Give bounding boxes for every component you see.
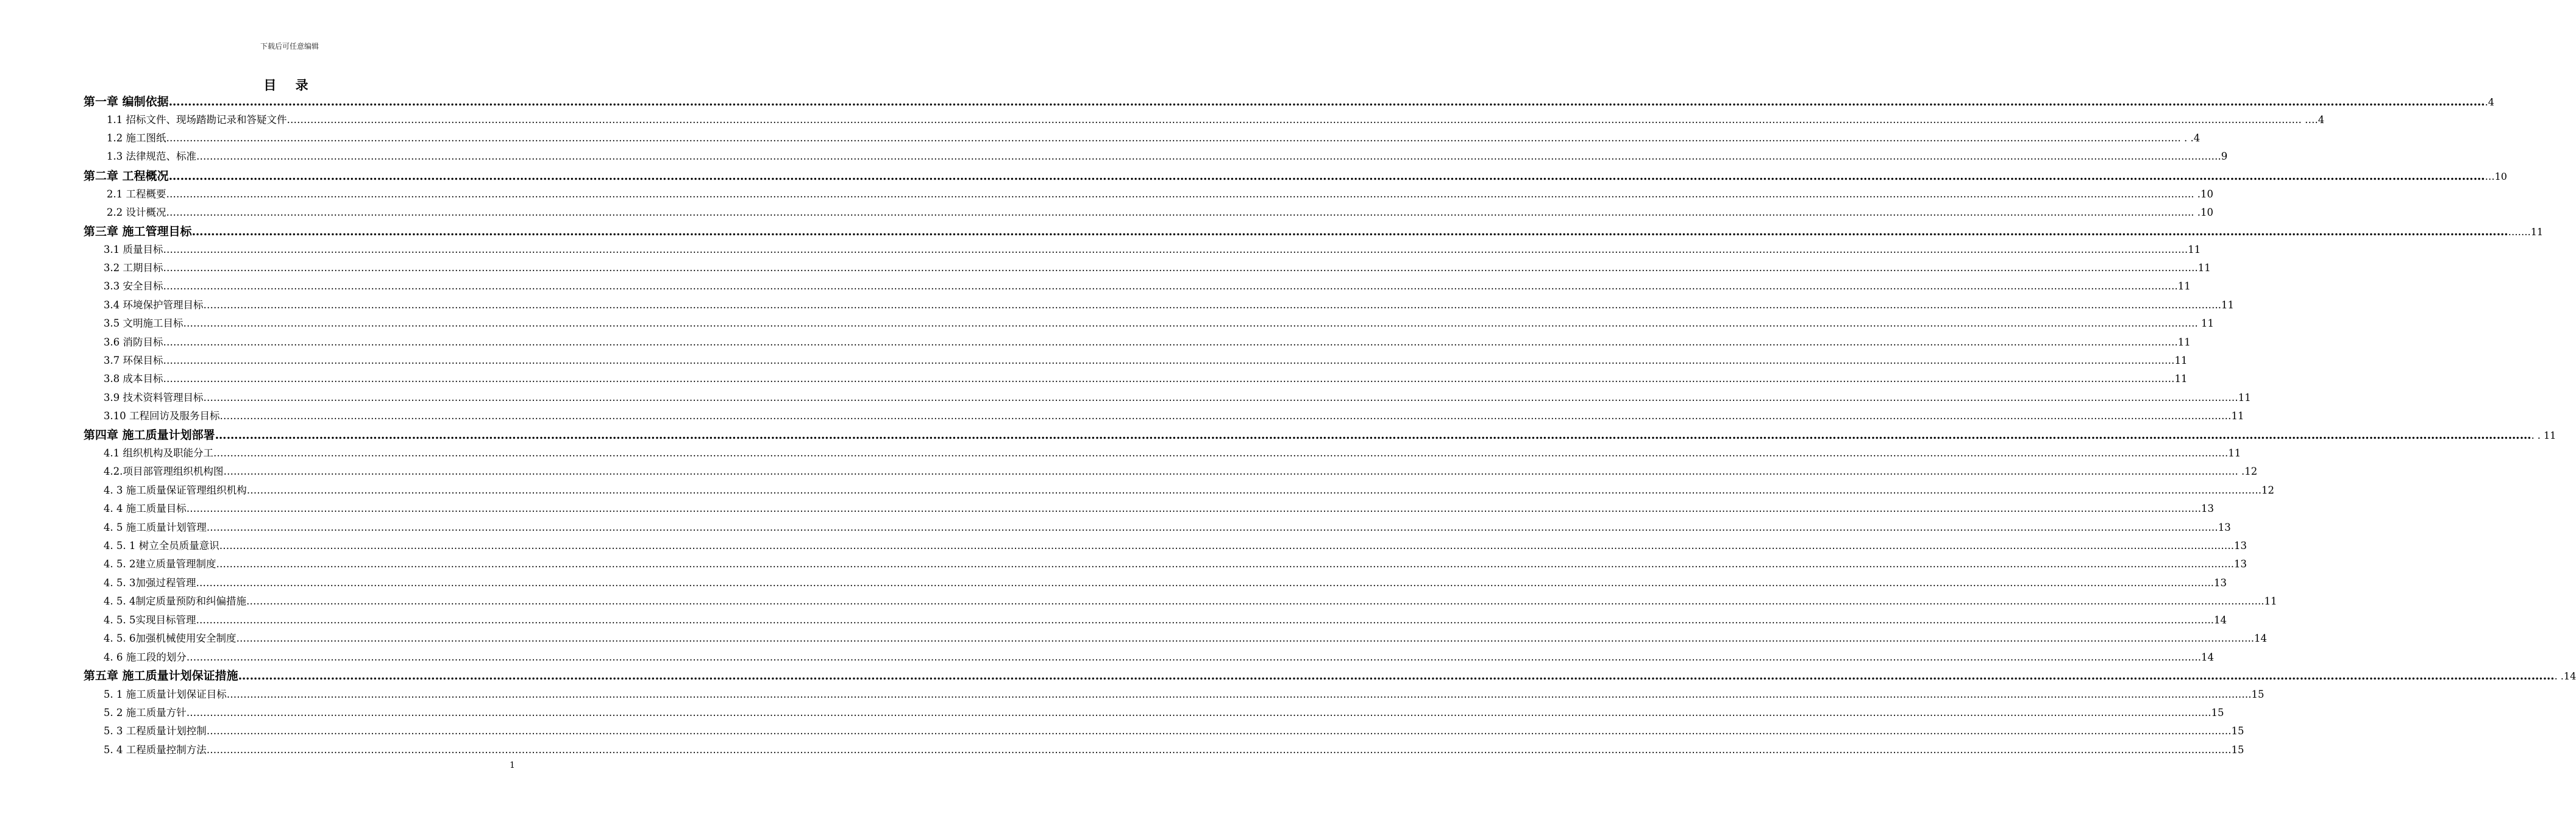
toc-entry-text: 5. 4 工程质量控制方法 — [104, 744, 207, 756]
toc-section-row — [104, 445, 2241, 462]
toc-section-row — [104, 593, 2277, 610]
dot-leader: …………………………………………………………………………………………………………………………………………………………………………………………………………………………………………………………………………………………………………………………………………………………………………………………………………………………………………………………………………………………………………………………………………………… — [183, 317, 2195, 329]
dot-leader: …………………………………………………………………………………………………………………………………………………………………………………………………………………………………………………………………………………………………………………………………………………………………………………………………………………………………………………………………………………………………………………………………………………… — [163, 280, 2175, 292]
toc-section-row — [104, 537, 2247, 555]
toc-entry-text: 2.2 设计概况 — [107, 207, 166, 218]
toc-page-number: . .12 — [2235, 466, 2258, 477]
toc-entry-text: 1.2 施工图纸 — [107, 132, 166, 144]
dot-leader: …………………………………………………………………………………………………………………………………………………………………………………………………………………………………………………………………………………………………………………………………………………………………………………………………………………………………………………………………………………………………………………………………………………… — [226, 392, 2238, 403]
toc-section-row — [104, 463, 2258, 480]
dot-leader: …………………………………………………………………………………………………………………………………………………………………………………………………………………………………………………………………………………………………………………………………………………………………………………………………………………………………………………………………………………………………………………………………………………… — [163, 373, 2175, 385]
dot-leader: …………………………………………………………………………………………………………………………………………………………………………………………………………………………………………………………………………………………………………………………………………………………………………………………………………………………………………………………………………………………………………………………………………………… — [215, 428, 2532, 442]
dot-leader: …………………………………………………………………………………………………………………………………………………………………………………………………………………………………………………………………………………………………………………………………………………………………………………………………………………………………………………………………………………………………………………………………………………… — [246, 484, 2258, 496]
dot-leader: …………………………………………………………………………………………………………………………………………………………………………………………………………………………………………………………………………………………………………………………………………………………………………………………………………………………………………………………………………………………………………………………………………………… — [238, 669, 2555, 682]
toc-page-number: ..14 — [2207, 614, 2227, 626]
dot-leader: …………………………………………………………………………………………………………………………………………………………………………………………………………………………………………………………………………………………………………………………………………………………………………………………………………………………………………………………………………………………………………………………………………………… — [226, 689, 2238, 700]
toc-entry-text: 1.3 法律规范、标准 — [107, 151, 196, 162]
toc-section-row — [104, 723, 2244, 740]
toc-entry-text: 3.7 环保目标 — [104, 355, 163, 366]
toc-page-number: 11 — [2238, 392, 2251, 403]
toc-page-number: …10 — [2485, 171, 2507, 182]
dot-leader: …………………………………………………………………………………………………………………………………………………………………………………………………………………………………………………………………………………………………………………………………………………………………………………………………………………………………………………………………………………………………………………………………………………… — [191, 225, 2508, 238]
toc-entry-text: 4. 4 施工质量目标 — [104, 503, 187, 514]
toc-section-row — [104, 278, 2191, 295]
dot-leader: …………………………………………………………………………………………………………………………………………………………………………………………………………………………………………………………………………………………………………………………………………………………………………………………………………………………………………………………………………………………………………………………………………………… — [246, 595, 2258, 607]
toc-page-number: .4 — [2485, 96, 2494, 108]
toc-section-row — [107, 112, 2325, 129]
toc-entry-text: 3.3 安全目标 — [104, 280, 163, 292]
dot-leader: …………………………………………………………………………………………………………………………………………………………………………………………………………………………………………………………………………………………………………………………………………………………………………………………………………………………………………………………………………………………………………………………………………………… — [168, 95, 2485, 108]
toc-page-number: .13 — [2197, 503, 2214, 514]
toc-entry-text: 4. 5. 1 树立全员质量意识 — [104, 540, 219, 551]
toc-page-number: . . .4 — [2177, 132, 2201, 144]
toc-entry-text: 4. 3 施工质量保证管理组织机构 — [104, 484, 247, 496]
dot-leader: …………………………………………………………………………………………………………………………………………………………………………………………………………………………………………………………………………………………………………………………………………………………………………………………………………………………………………………………………………………………………………………………………………………… — [196, 151, 2208, 162]
toc-entry-text: 4. 5. 3加强过程管理 — [104, 577, 196, 589]
dot-leader: …………………………………………………………………………………………………………………………………………………………………………………………………………………………………………………………………………………………………………………………………………………………………………………………………………………………………………………………………………………………………………………………………………………… — [168, 169, 2485, 183]
toc-entry-text: 1.1 招标文件、现场踏勘记录和答疑文件 — [107, 114, 287, 126]
toc-page-number: …….11 — [2174, 262, 2211, 274]
toc-page-number: ..11 — [2215, 299, 2234, 311]
toc-section-row — [104, 742, 2244, 759]
toc-entry-text: 4. 5. 4制定质量预防和纠偏措施 — [104, 595, 246, 607]
dot-leader: …………………………………………………………………………………………………………………………………………………………………………………………………………………………………………………………………………………………………………………………………………………………………………………………………………………………………………………………………………………………………………………………………………………… — [206, 744, 2218, 756]
dot-leader: …………………………………………………………………………………………………………………………………………………………………………………………………………………………………………………………………………………………………………………………………………………………………………………………………………………………………………………………………………………………………………………………………………………… — [163, 355, 2175, 366]
toc-section-row — [104, 408, 2244, 425]
toc-entry-text: 4.2.项目部管理组织机构图 — [104, 466, 224, 477]
page-number: 1 — [510, 760, 515, 770]
toc-chapter-row — [84, 93, 2494, 110]
toc-entry-text: 3.10 工程回访及服务目标 — [104, 410, 220, 422]
toc-section-row — [107, 130, 2201, 147]
toc-page-number: ….. .10 — [2177, 207, 2213, 218]
toc-chapter-row — [84, 667, 2576, 684]
toc-page-number: ….9 — [2208, 151, 2228, 162]
toc-section-row — [104, 649, 2214, 666]
toc-page-number: .11 — [2225, 447, 2241, 459]
toc-entry-text: 4. 5 施工质量计划管理 — [104, 522, 207, 533]
toc-page-number: ….. .10 — [2177, 188, 2213, 200]
dot-leader: …………………………………………………………………………………………………………………………………………………………………………………………………………………………………………………………………………………………………………………………………………………………………………………………………………………………………………………………………………………………………………………………………………………… — [216, 558, 2228, 570]
toc-section-row — [104, 612, 2227, 629]
toc-entry-text: 4. 6 施工段的划分 — [104, 651, 187, 663]
toc-page-number: 11 — [2174, 355, 2188, 366]
toc-entry-text: 2.1 工程概要 — [107, 188, 166, 200]
toc-page-number: ….15 — [2218, 725, 2244, 737]
toc-page-number: ….15 — [2218, 744, 2244, 756]
toc-entry-text: 5. 2 施工质量方针 — [104, 707, 187, 718]
dot-leader: …………………………………………………………………………………………………………………………………………………………………………………………………………………………………………………………………………………………………………………………………………………………………………………………………………………………………………………………………………………………………………………………………………………… — [286, 114, 2299, 126]
dot-leader: …………………………………………………………………………………………………………………………………………………………………………………………………………………………………………………………………………………………………………………………………………………………………………………………………………………………………………………………………………………………………………………………………………………… — [186, 503, 2198, 514]
toc-entry-text: 第三章 施工管理目标 — [84, 225, 192, 238]
dot-leader: …………………………………………………………………………………………………………………………………………………………………………………………………………………………………………………………………………………………………………………………………………………………………………………………………………………………………………………………………………………………………………………………………………………… — [163, 262, 2175, 274]
toc-section-row — [104, 482, 2274, 499]
toc-chapter-row — [84, 168, 2507, 185]
toc-entry-text: 4.1 组织机构及职能分工 — [104, 447, 213, 459]
toc-entry-text: 4. 5. 2建立质量管理制度 — [104, 558, 216, 570]
toc-section-row — [107, 204, 2213, 221]
dot-leader: …………………………………………………………………………………………………………………………………………………………………………………………………………………………………………………………………………………………………………………………………………………………………………………………………………………………………………………………………………………………………………………………………………………… — [206, 522, 2218, 533]
toc-page-number: . ….4 — [2298, 114, 2325, 126]
toc-section-row — [104, 519, 2231, 536]
dot-leader: …………………………………………………………………………………………………………………………………………………………………………………………………………………………………………………………………………………………………………………………………………………………………………………………………………………………………………………………………………………………………………………………………………………… — [186, 651, 2198, 663]
toc-section-row — [104, 575, 2227, 592]
dot-leader: …………………………………………………………………………………………………………………………………………………………………………………………………………………………………………………………………………………………………………………………………………………………………………………………………………………………………………………………………………………………………………………………………………………… — [163, 244, 2175, 255]
toc-section-row — [104, 370, 2188, 388]
toc-entry-text: 5. 3 工程质量计划控制 — [104, 725, 207, 737]
toc-page-number: ….15 — [2238, 689, 2265, 700]
dot-leader: …………………………………………………………………………………………………………………………………………………………………………………………………………………………………………………………………………………………………………………………………………………………………………………………………………………………………………………………………………………………………………………………………………………… — [213, 447, 2225, 459]
toc-entry-text: 4. 5. 5实现目标管理 — [104, 614, 196, 626]
dot-leader: …………………………………………………………………………………………………………………………………………………………………………………………………………………………………………………………………………………………………………………………………………………………………………………………………………………………………………………………………………………………………………………………………………………… — [166, 132, 2178, 144]
toc-page-number: . . 11 — [2531, 430, 2556, 441]
toc-entry-text: 第四章 施工质量计划部署 — [84, 428, 215, 442]
dot-leader: …………………………………………………………………………………………………………………………………………………………………………………………………………………………………………………………………………………………………………………………………………………………………………………………………………………………………………………………………………………………………………………………………………………… — [186, 707, 2198, 718]
toc-page-number: ..13 — [2227, 558, 2247, 570]
toc-section-row — [104, 260, 2211, 277]
toc-entry-text: 3.9 技术资料管理目标……. — [104, 392, 227, 403]
toc-section-row — [104, 630, 2267, 647]
toc-section-row — [104, 352, 2188, 369]
toc-page-number: ..11 — [2257, 595, 2277, 607]
header-note: 下载后可任意编辑 — [260, 42, 319, 51]
toc-page-number: 11 — [2231, 410, 2244, 422]
toc-section-row — [104, 241, 2201, 258]
toc-entry-text: 第五章 施工质量计划保证措施 — [84, 669, 238, 682]
toc-page-number: …….11 — [2508, 226, 2544, 238]
toc-page-number: ..13 — [2207, 577, 2227, 589]
toc-page-number: .11 — [2174, 336, 2191, 348]
toc-page-number: .13 — [2230, 540, 2247, 551]
toc-entry-text: 5. 1 施工质量计划保证目标 — [104, 689, 227, 700]
toc-section-row — [104, 315, 2214, 332]
toc-section-row — [107, 148, 2228, 165]
dot-leader: …………………………………………………………………………………………………………………………………………………………………………………………………………………………………………………………………………………………………………………………………………………………………………………………………………………………………………………………………………………………………………………………………………………… — [206, 725, 2218, 737]
toc-section-row — [104, 686, 2265, 703]
toc-entry-text: 第一章 编制依据 — [84, 95, 169, 108]
toc-section-row — [104, 297, 2234, 314]
dot-leader: …………………………………………………………………………………………………………………………………………………………………………………………………………………………………………………………………………………………………………………………………………………………………………………………………………………………………………………………………………………………………………………………………………………… — [196, 577, 2208, 589]
toc-page-number: .11 — [2174, 280, 2191, 292]
toc-section-row — [104, 556, 2247, 573]
toc-page-number: ….11 — [2174, 244, 2201, 255]
toc-page-number: ..14 — [2247, 633, 2267, 644]
toc-section-row — [104, 389, 2251, 406]
toc-section-row — [104, 704, 2224, 722]
toc-page-number: .12 — [2258, 484, 2274, 496]
toc-chapter-row — [84, 427, 2556, 444]
dot-leader: …………………………………………………………………………………………………………………………………………………………………………………………………………………………………………………………………………………………………………………………………………………………………………………………………………………………………………………………………………………………………………………………………………………… — [203, 299, 2215, 311]
toc-page-number: 13 — [2218, 522, 2231, 533]
toc-page-number: ….15 — [2197, 707, 2224, 718]
toc-entry-text: 3.4 环境保护管理目标 — [104, 299, 204, 311]
dot-leader: …………………………………………………………………………………………………………………………………………………………………………………………………………………………………………………………………………………………………………………………………………………………………………………………………………………………………………………………………………………………………………………………………………………… — [219, 410, 2232, 422]
toc-section-row — [104, 500, 2214, 517]
toc-entry-text: 3.2 工期目标 — [104, 262, 163, 274]
toc-entry-text: 3.6 消防目标 — [104, 336, 163, 348]
toc-entry-text: 第二章 工程概况 — [84, 169, 169, 183]
toc-section-row — [107, 186, 2213, 203]
toc-title: 目 录 — [263, 77, 316, 93]
dot-leader: …………………………………………………………………………………………………………………………………………………………………………………………………………………………………………………………………………………………………………………………………………………………………………………………………………………………………………………………………………………………………………………………………………………… — [236, 633, 2248, 644]
toc-entry-text: 3.1 质量目标 — [104, 244, 163, 255]
toc-page-number: 11 — [2174, 373, 2188, 385]
dot-leader: …………………………………………………………………………………………………………………………………………………………………………………………………………………………………………………………………………………………………………………………………………………………………………………………………………………………………………………………………………………………………………………………………………………… — [219, 540, 2231, 551]
toc-page-number: . .14 — [2554, 670, 2576, 682]
dot-leader: …………………………………………………………………………………………………………………………………………………………………………………………………………………………………………………………………………………………………………………………………………………………………………………………………………………………………………………………………………………………………………………………………………………… — [196, 614, 2208, 626]
toc-section-row — [104, 334, 2191, 351]
toc-chapter-row — [84, 223, 2544, 240]
toc-page-number: .14 — [2197, 651, 2214, 663]
toc-entry-text: 3.8 成本目标 — [104, 373, 163, 385]
toc-entry-text: 4. 5. 6加强机械使用安全制度 — [104, 633, 237, 644]
dot-leader: …………………………………………………………………………………………………………………………………………………………………………………………………………………………………………………………………………………………………………………………………………………………………………………………………………………………………………………………………………………………………………………………………………………… — [223, 466, 2235, 477]
dot-leader: …………………………………………………………………………………………………………………………………………………………………………………………………………………………………………………………………………………………………………………………………………………………………………………………………………………………………………………………………………………………………………………………………………………… — [166, 207, 2178, 218]
dot-leader: …………………………………………………………………………………………………………………………………………………………………………………………………………………………………………………………………………………………………………………………………………………………………………………………………………………………………………………………………………………………………………………………………………………… — [163, 336, 2175, 348]
dot-leader: …………………………………………………………………………………………………………………………………………………………………………………………………………………………………………………………………………………………………………………………………………………………………………………………………………………………………………………………………………………………………………………………………………………… — [166, 188, 2178, 200]
toc-page-number: . 11 — [2194, 317, 2214, 329]
toc-entry-text: 3.5 文明施工目标 — [104, 317, 183, 329]
